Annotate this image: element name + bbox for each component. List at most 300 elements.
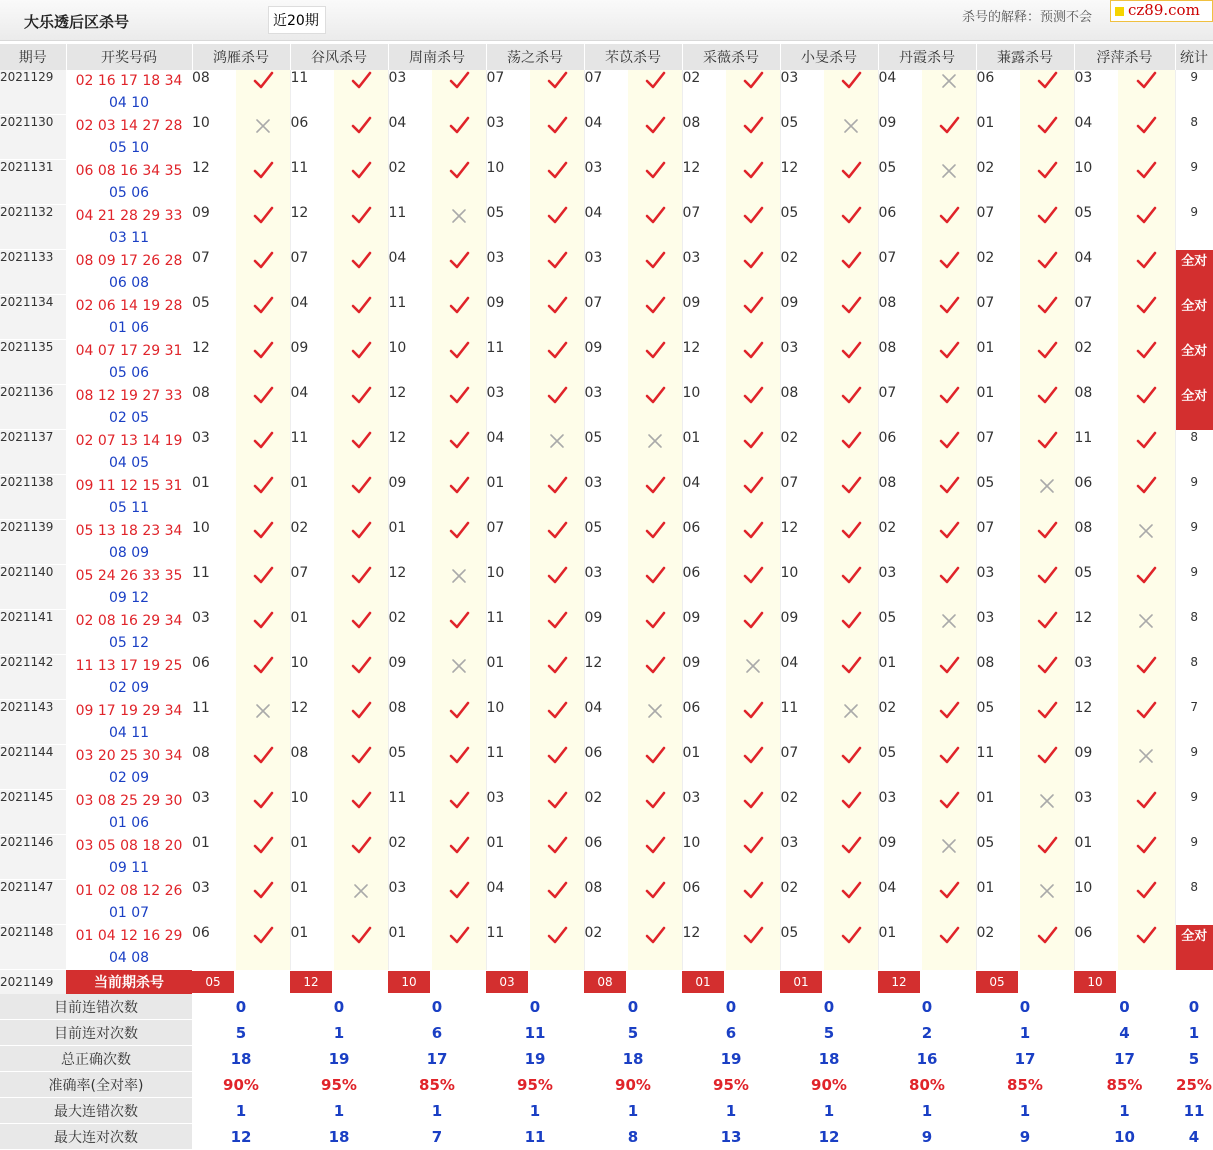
kill-number: 03 xyxy=(584,249,603,266)
result-cell xyxy=(726,790,780,835)
result-cell xyxy=(726,250,780,295)
check-icon xyxy=(1135,385,1157,407)
kill-number: 03 xyxy=(780,70,799,86)
result-cell xyxy=(236,475,290,520)
check-icon xyxy=(350,70,372,92)
summary-value: 1 xyxy=(1119,1101,1130,1120)
check-icon xyxy=(546,340,568,362)
kill-number: 12 xyxy=(192,339,210,356)
result-cell xyxy=(236,745,290,790)
current-issue: 2021149 xyxy=(0,970,66,995)
cross-icon xyxy=(1135,745,1157,767)
current-kill-number: 10 xyxy=(1074,971,1116,993)
check-icon xyxy=(742,295,764,317)
check-icon xyxy=(1036,925,1058,947)
summary-row xyxy=(0,1072,1213,1098)
current-kill-number: 03 xyxy=(486,971,528,993)
result-cell xyxy=(530,790,584,835)
check-icon xyxy=(742,115,764,137)
header-expert: 浮萍杀号 xyxy=(1074,44,1175,70)
result-cell xyxy=(628,430,682,475)
check-icon xyxy=(350,835,372,857)
summary-value: 2 xyxy=(921,1023,933,1042)
check-icon xyxy=(1135,205,1157,227)
front-numbers: 03 05 08 18 20 xyxy=(75,838,183,854)
check-icon xyxy=(1135,835,1157,857)
summary-value: 16 xyxy=(916,1049,938,1068)
kill-number: 10 xyxy=(1074,159,1093,176)
result-cell xyxy=(530,880,584,925)
kill-explanation-note: 杀号的解释：预测不会 xyxy=(962,10,1093,25)
check-icon xyxy=(252,295,274,317)
check-icon xyxy=(350,430,372,452)
front-numbers: 03 08 25 29 30 xyxy=(75,793,183,809)
result-cell xyxy=(1118,340,1175,385)
summary-value: 10 xyxy=(1114,1127,1135,1146)
result-cell xyxy=(726,835,780,880)
kill-number: 07 xyxy=(290,249,309,266)
kill-number: 10 xyxy=(388,339,407,356)
result-cell xyxy=(1020,565,1074,610)
issue-number: 2021142 xyxy=(0,655,66,700)
kill-number: 04 xyxy=(584,699,603,716)
summary-label: 准确率(全对率) xyxy=(0,1072,192,1098)
check-icon xyxy=(644,70,666,92)
result-cell xyxy=(824,475,878,520)
front-numbers: 04 21 28 29 33 xyxy=(75,208,183,224)
kill-number: 02 xyxy=(584,924,603,941)
result-cell xyxy=(432,295,486,340)
result-cell xyxy=(236,295,290,340)
check-icon xyxy=(350,925,372,947)
result-cell xyxy=(1118,115,1175,160)
result-cell xyxy=(922,430,976,475)
check-icon xyxy=(1135,70,1157,92)
front-numbers: 08 12 19 27 33 xyxy=(75,388,183,404)
check-icon xyxy=(840,475,862,497)
summary-value: 19 xyxy=(328,1049,350,1068)
result-cell xyxy=(236,115,290,160)
kill-number: 02 xyxy=(388,834,407,851)
check-icon xyxy=(252,565,274,587)
current-kill-cell xyxy=(1074,970,1175,995)
result-cell xyxy=(1118,250,1175,295)
summary-value: 1 xyxy=(1019,1023,1031,1042)
kill-number: 12 xyxy=(682,159,701,176)
stat-cell: 7 xyxy=(1190,699,1199,714)
check-icon xyxy=(840,250,862,272)
check-icon xyxy=(350,520,372,542)
check-icon xyxy=(938,745,960,767)
kill-number: 11 xyxy=(290,70,309,86)
cross-icon xyxy=(1036,475,1058,497)
kill-number: 01 xyxy=(976,384,995,401)
kill-number: 09 xyxy=(388,654,407,671)
result-cell xyxy=(922,115,976,160)
summary-value: 90% xyxy=(223,1075,259,1094)
result-cell xyxy=(530,700,584,745)
header-expert: 荡之杀号 xyxy=(486,44,584,70)
back-numbers: 05 12 xyxy=(108,635,150,651)
table-row xyxy=(0,790,1213,835)
kill-number: 01 xyxy=(878,924,897,941)
issue-number: 2021129 xyxy=(0,70,66,115)
summary-value: 5 xyxy=(1188,1049,1200,1068)
check-icon xyxy=(644,835,666,857)
check-icon xyxy=(252,790,274,812)
front-numbers: 02 07 13 14 19 xyxy=(75,433,183,449)
check-icon xyxy=(644,520,666,542)
summary-value: 85% xyxy=(419,1075,455,1094)
summary-value: 12 xyxy=(818,1127,840,1146)
front-numbers: 05 24 26 33 35 xyxy=(75,568,183,584)
result-cell xyxy=(334,745,388,790)
check-icon xyxy=(252,475,274,497)
kill-number: 12 xyxy=(682,924,701,941)
current-kill-number: 10 xyxy=(388,971,430,993)
check-icon xyxy=(840,520,862,542)
summary-value: 1 xyxy=(529,1101,541,1120)
check-icon xyxy=(644,475,666,497)
result-cell xyxy=(824,430,878,475)
check-icon xyxy=(448,385,470,407)
result-cell xyxy=(922,385,976,430)
result-cell xyxy=(726,115,780,160)
kill-number: 10 xyxy=(192,114,210,131)
check-icon xyxy=(938,250,960,272)
check-icon xyxy=(938,655,960,677)
kill-number: 03 xyxy=(976,564,995,581)
check-icon xyxy=(938,925,960,947)
kill-number: 08 xyxy=(1074,519,1093,536)
result-cell xyxy=(530,430,584,475)
stat-cell: 全对 xyxy=(1175,385,1213,430)
kill-number: 03 xyxy=(486,114,505,131)
kill-number: 06 xyxy=(682,879,701,896)
kill-number: 11 xyxy=(486,924,505,941)
check-icon xyxy=(252,880,274,902)
result-cell xyxy=(530,520,584,565)
kill-number: 06 xyxy=(192,924,210,941)
kill-number: 01 xyxy=(976,789,995,806)
result-cell xyxy=(530,70,584,115)
header-expert: 谷风杀号 xyxy=(290,44,388,70)
check-icon xyxy=(448,430,470,452)
cross-icon xyxy=(644,700,666,722)
result-cell xyxy=(1118,745,1175,790)
summary-value: 1 xyxy=(431,1101,443,1120)
check-icon xyxy=(644,565,666,587)
result-cell xyxy=(726,880,780,925)
check-icon xyxy=(448,70,470,92)
current-kill-number: 12 xyxy=(878,971,920,993)
summary-value: 0 xyxy=(1019,997,1031,1016)
result-cell xyxy=(530,745,584,790)
result-cell xyxy=(922,925,976,970)
summary-value: 4 xyxy=(1188,1127,1200,1146)
stat-cell: 9 xyxy=(1190,834,1199,849)
result-cell xyxy=(922,520,976,565)
check-icon xyxy=(938,700,960,722)
draw-numbers xyxy=(66,925,192,970)
check-icon xyxy=(644,610,666,632)
kill-number: 02 xyxy=(290,519,309,536)
kill-number: 09 xyxy=(682,654,701,671)
result-cell xyxy=(334,925,388,970)
check-icon xyxy=(1135,700,1157,722)
kill-number: 06 xyxy=(682,519,701,536)
check-icon xyxy=(742,700,764,722)
draw-numbers xyxy=(66,700,192,745)
result-cell xyxy=(1118,385,1175,430)
check-icon xyxy=(448,745,470,767)
summary-value: 1 xyxy=(235,1101,247,1120)
result-cell xyxy=(1118,520,1175,565)
cross-icon xyxy=(252,700,274,722)
kill-number: 01 xyxy=(290,879,309,896)
kill-number: 07 xyxy=(584,294,603,311)
kill-number: 10 xyxy=(192,519,210,536)
result-cell xyxy=(334,700,388,745)
kill-number: 01 xyxy=(290,609,309,626)
kill-number: 02 xyxy=(976,924,995,941)
check-icon xyxy=(1036,115,1058,137)
result-cell xyxy=(432,790,486,835)
result-cell xyxy=(922,835,976,880)
kill-number-table xyxy=(0,44,1213,1150)
result-cell xyxy=(530,160,584,205)
current-kill-cell xyxy=(486,970,584,995)
check-icon xyxy=(1036,340,1058,362)
kill-number: 10 xyxy=(290,789,309,806)
check-icon xyxy=(644,340,666,362)
result-cell xyxy=(432,385,486,430)
summary-value: 0 xyxy=(725,997,737,1016)
table-row xyxy=(0,160,1213,205)
kill-number: 06 xyxy=(584,834,603,851)
check-icon xyxy=(350,745,372,767)
summary-value: 1 xyxy=(333,1023,345,1042)
result-cell xyxy=(628,295,682,340)
check-icon xyxy=(644,250,666,272)
result-cell xyxy=(1118,655,1175,700)
kill-number: 12 xyxy=(388,384,407,401)
summary-label: 最大连对次数 xyxy=(0,1124,192,1150)
front-numbers: 01 02 08 12 26 xyxy=(75,883,183,899)
check-icon xyxy=(1036,835,1058,857)
result-cell xyxy=(1118,565,1175,610)
result-cell xyxy=(530,655,584,700)
kill-number: 03 xyxy=(486,384,505,401)
summary-label: 总正确次数 xyxy=(0,1046,192,1072)
check-icon xyxy=(252,745,274,767)
result-cell xyxy=(334,70,388,115)
result-cell xyxy=(432,520,486,565)
summary-value: 1 xyxy=(1019,1101,1031,1120)
check-icon xyxy=(1135,160,1157,182)
result-cell xyxy=(824,160,878,205)
kill-number: 05 xyxy=(388,744,407,761)
result-cell xyxy=(726,205,780,250)
kill-number: 06 xyxy=(1074,924,1093,941)
check-icon xyxy=(448,160,470,182)
front-numbers: 02 03 14 27 28 xyxy=(75,118,183,134)
result-cell xyxy=(432,340,486,385)
check-icon xyxy=(644,880,666,902)
summary-value: 5 xyxy=(235,1023,247,1042)
check-icon xyxy=(742,430,764,452)
result-cell xyxy=(824,115,878,160)
check-icon xyxy=(1135,295,1157,317)
kill-number: 02 xyxy=(976,159,995,176)
kill-number: 03 xyxy=(878,789,897,806)
kill-number: 02 xyxy=(878,519,897,536)
kill-number: 06 xyxy=(584,744,603,761)
kill-number: 01 xyxy=(682,744,701,761)
result-cell xyxy=(236,430,290,475)
kill-number: 04 xyxy=(682,474,701,491)
check-icon xyxy=(350,385,372,407)
kill-number: 02 xyxy=(584,789,603,806)
kill-number: 08 xyxy=(290,744,309,761)
check-icon xyxy=(546,250,568,272)
cross-icon xyxy=(546,430,568,452)
result-cell xyxy=(824,205,878,250)
kill-number: 02 xyxy=(780,249,799,266)
result-cell xyxy=(824,250,878,295)
result-cell xyxy=(236,835,290,880)
result-cell xyxy=(334,205,388,250)
result-cell xyxy=(726,700,780,745)
check-icon xyxy=(1036,295,1058,317)
result-cell xyxy=(432,430,486,475)
result-cell xyxy=(236,655,290,700)
result-cell xyxy=(1118,205,1175,250)
back-numbers: 02 09 xyxy=(108,770,150,786)
result-cell xyxy=(1020,475,1074,520)
result-cell xyxy=(1118,610,1175,655)
summary-row xyxy=(0,1098,1213,1124)
draw-numbers xyxy=(66,790,192,835)
back-numbers: 01 06 xyxy=(108,815,150,831)
result-cell xyxy=(236,205,290,250)
result-cell xyxy=(922,880,976,925)
check-icon xyxy=(350,610,372,632)
result-cell xyxy=(726,340,780,385)
kill-number: 05 xyxy=(780,114,799,131)
kill-number: 07 xyxy=(290,564,309,581)
table-row xyxy=(0,295,1213,340)
check-icon xyxy=(938,385,960,407)
result-cell xyxy=(530,610,584,655)
front-numbers: 06 08 16 34 35 xyxy=(75,163,183,179)
issue-number: 2021131 xyxy=(0,160,66,205)
kill-number: 08 xyxy=(192,384,210,401)
kill-number: 03 xyxy=(1074,654,1093,671)
kill-number: 08 xyxy=(584,879,603,896)
current-kill-cell xyxy=(976,970,1074,995)
check-icon xyxy=(448,250,470,272)
check-icon xyxy=(1036,745,1058,767)
result-cell xyxy=(922,565,976,610)
summary-value: 0 xyxy=(921,997,933,1016)
back-numbers: 09 12 xyxy=(108,590,150,606)
result-cell xyxy=(1020,340,1074,385)
kill-number: 03 xyxy=(192,429,210,446)
check-icon xyxy=(840,925,862,947)
current-kill-number: 05 xyxy=(976,971,1018,993)
back-numbers: 06 08 xyxy=(108,275,150,291)
check-icon xyxy=(448,700,470,722)
result-cell xyxy=(922,790,976,835)
check-icon xyxy=(1036,250,1058,272)
result-cell xyxy=(432,115,486,160)
issue-number: 2021134 xyxy=(0,295,66,340)
result-cell xyxy=(1020,745,1074,790)
check-icon xyxy=(546,115,568,137)
check-icon xyxy=(448,115,470,137)
kill-number: 10 xyxy=(486,699,505,716)
check-icon xyxy=(448,610,470,632)
result-cell xyxy=(824,745,878,790)
result-cell xyxy=(334,385,388,430)
period-selector[interactable]: 近20期 xyxy=(268,6,326,34)
site-logo[interactable] xyxy=(1110,0,1213,22)
summary-value: 4 xyxy=(1119,1023,1130,1042)
kill-number: 09 xyxy=(192,204,210,221)
table-row xyxy=(0,925,1213,970)
check-icon xyxy=(546,385,568,407)
stat-cell: 8 xyxy=(1190,609,1199,624)
summary-label: 目前连对次数 xyxy=(0,1020,192,1046)
result-cell xyxy=(726,70,780,115)
check-icon xyxy=(546,520,568,542)
kill-number: 08 xyxy=(1074,384,1093,401)
kill-number: 04 xyxy=(878,70,897,86)
summary-value: 8 xyxy=(627,1127,639,1146)
kill-number: 05 xyxy=(584,429,603,446)
kill-number: 04 xyxy=(584,204,603,221)
back-numbers: 05 06 xyxy=(108,365,150,381)
result-cell xyxy=(1118,430,1175,475)
kill-number: 04 xyxy=(1074,114,1093,131)
result-cell xyxy=(628,205,682,250)
kill-number: 01 xyxy=(976,114,995,131)
issue-number: 2021140 xyxy=(0,565,66,610)
table-row xyxy=(0,520,1213,565)
check-icon xyxy=(742,340,764,362)
result-cell xyxy=(1020,385,1074,430)
check-icon xyxy=(1135,655,1157,677)
kill-number: 02 xyxy=(780,879,799,896)
check-icon xyxy=(252,520,274,542)
result-cell xyxy=(922,295,976,340)
check-icon xyxy=(938,520,960,542)
draw-numbers xyxy=(66,295,192,340)
kill-number: 04 xyxy=(486,879,505,896)
result-cell xyxy=(726,295,780,340)
header-expert: 丹霞杀号 xyxy=(878,44,976,70)
draw-numbers xyxy=(66,250,192,295)
cross-icon xyxy=(1036,790,1058,812)
summary-value: 1 xyxy=(627,1101,639,1120)
current-kill-cell xyxy=(878,970,976,995)
summary-value: 0 xyxy=(1119,997,1130,1016)
check-icon xyxy=(448,925,470,947)
front-numbers: 08 09 17 26 28 xyxy=(75,253,183,269)
top-bar xyxy=(0,0,1213,41)
result-cell xyxy=(824,655,878,700)
